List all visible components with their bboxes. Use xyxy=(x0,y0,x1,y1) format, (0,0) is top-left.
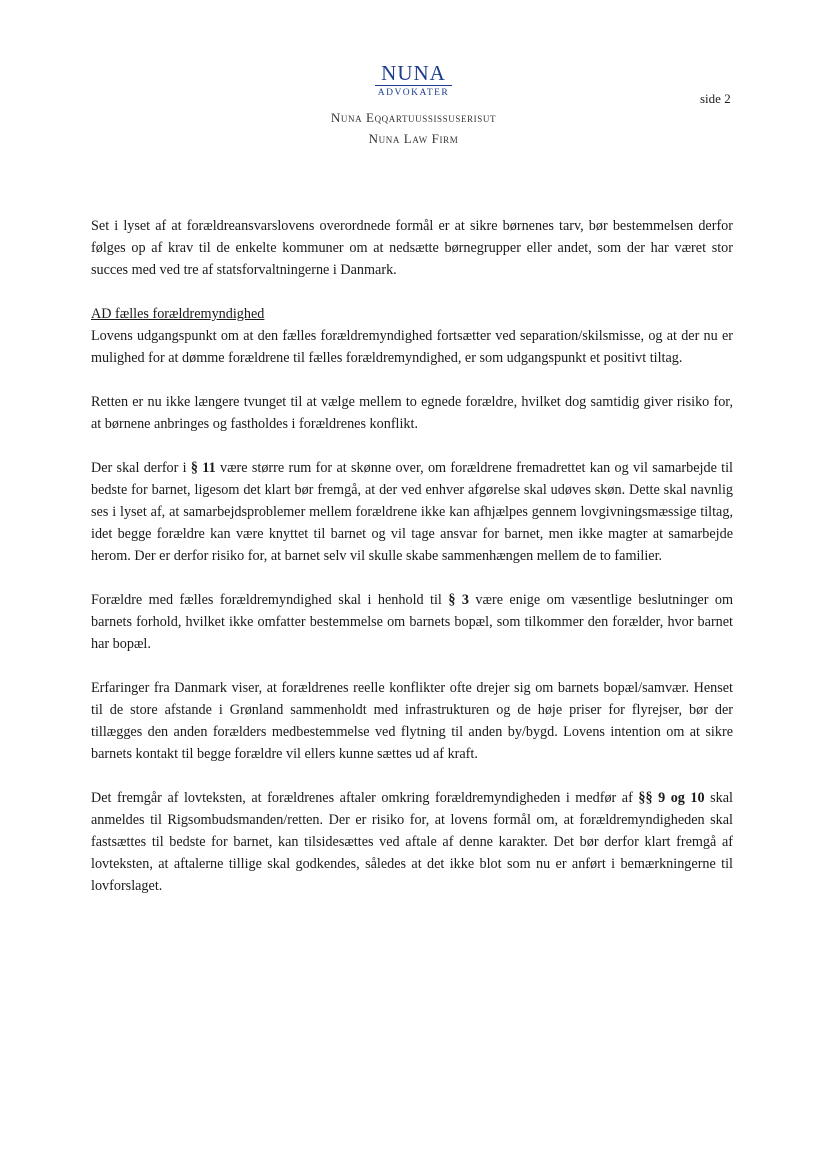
firm-logo-name: NUNA xyxy=(375,62,452,86)
paragraph-2: Lovens udgangspunkt om at den fælles forældremyndighed fortsætter ved separation/skilsmisse, og at der nu er mulighed for at dømme forældrene til fælles forældremyndighed, er som udgangspunkt et positivt tiltag. xyxy=(91,328,733,366)
document-body xyxy=(91,215,733,919)
paragraph-4-text-a: Der skal derfor i xyxy=(91,460,191,476)
paragraph-4-text-b: være større rum for at skønne over, om forældrene fremadrettet kan og vil samarbejde til bedste for barnet, ligesom det klart bør fremgå, at der ved enhver afgørelse skal udøves skøn. Dette skal navnlig ses i lyset af, at samarbejdsproblemer mellem forældrene ikke kan afhjælpes gennem lovgivningsmæssige tiltag, idet begge forældre kan være knyttet til barnet og vil tage ansvar for barnet, men ikke magter at samarbejde herom. Der er derfor risiko for, at barnet selv vil skulle skabe sammenhængen mellem de to familier. xyxy=(91,460,733,564)
paragraph-7 xyxy=(91,787,733,897)
paragraph-4 xyxy=(91,457,733,567)
section-ref-9-10: §§ 9 og 10 xyxy=(638,790,705,806)
paragraph-1: Set i lyset af at forældreansvarslovens overordnede formål er at sikre børnenes tarv, bør bestemmelsen derfor følges op af krav til de enkelte kommuner om at nedsætte børnegrupper eller andet, som der har været stor succes med ved tre af statsforvaltningerne i Danmark. xyxy=(91,218,733,278)
firm-name-english: Nuna Law Firm xyxy=(368,131,459,146)
paragraph-3: Retten er nu ikke længere tvunget til at vælge mellem to egnede forældre, hvilket dog samtidig giver risiko for, at børnene anbringes og fastholdes i forældrenes konflikt. xyxy=(91,394,733,432)
paragraph-5-text-b: være enige om væsentlige beslutninger om barnets forhold, hvilket ikke omfatter bestemmelse om barnets bopæl, som tilkommer den forælder, hvor barnet har bopæl. xyxy=(91,592,734,652)
paragraph-5 xyxy=(91,589,733,655)
paragraph-6: Erfaringer fra Danmark viser, at forældrenes reelle konflikter ofte drejer sig om barnets bopæl/samvær. Henset til de store afstande i Grønland sammenholdt med infrastrukturen og de høje priser for flyrejser, bør der tillægges den anden forælders medbestemmelse ved flytning til anden by/bygd. Lovens intention om at sikre barnets kontakt til begge forældre vil ellers kunne sættes ud af kraft. xyxy=(91,680,733,762)
section-heading: AD fælles forældremyndighed xyxy=(91,306,265,322)
page-number: side 2 xyxy=(700,91,731,106)
section-ref-3: § 3 xyxy=(448,592,469,608)
paragraph-7-text-b: skal anmeldes til Rigsombudsmanden/retten. Der er risiko for, at lovens formål om, at forældremyndigheden skal fastsættes til bedste for barnet, kan tilsidesættes ved aftale af denne karakter. Det bør derfor klart fremgå af lovteksten, at aftalerne tillige skal godkendes, således at det ikke blot som nu er anført i bemærkningerne til lovforslaget. xyxy=(91,790,733,894)
paragraph-7-text-a: Det fremgår af lovteksten, at forældrenes aftaler omkring forældremyndigheden i medfør af xyxy=(91,790,639,806)
firm-logo-subtitle: ADVOKATER xyxy=(377,88,450,98)
paragraph-5-text-a: Forældre med fælles forældremyndighed skal i henhold til xyxy=(91,592,449,608)
section-ref-11: § 11 xyxy=(190,460,216,476)
firm-name-greenlandic: Nuna Eqqartuussissuserisut xyxy=(330,110,497,125)
